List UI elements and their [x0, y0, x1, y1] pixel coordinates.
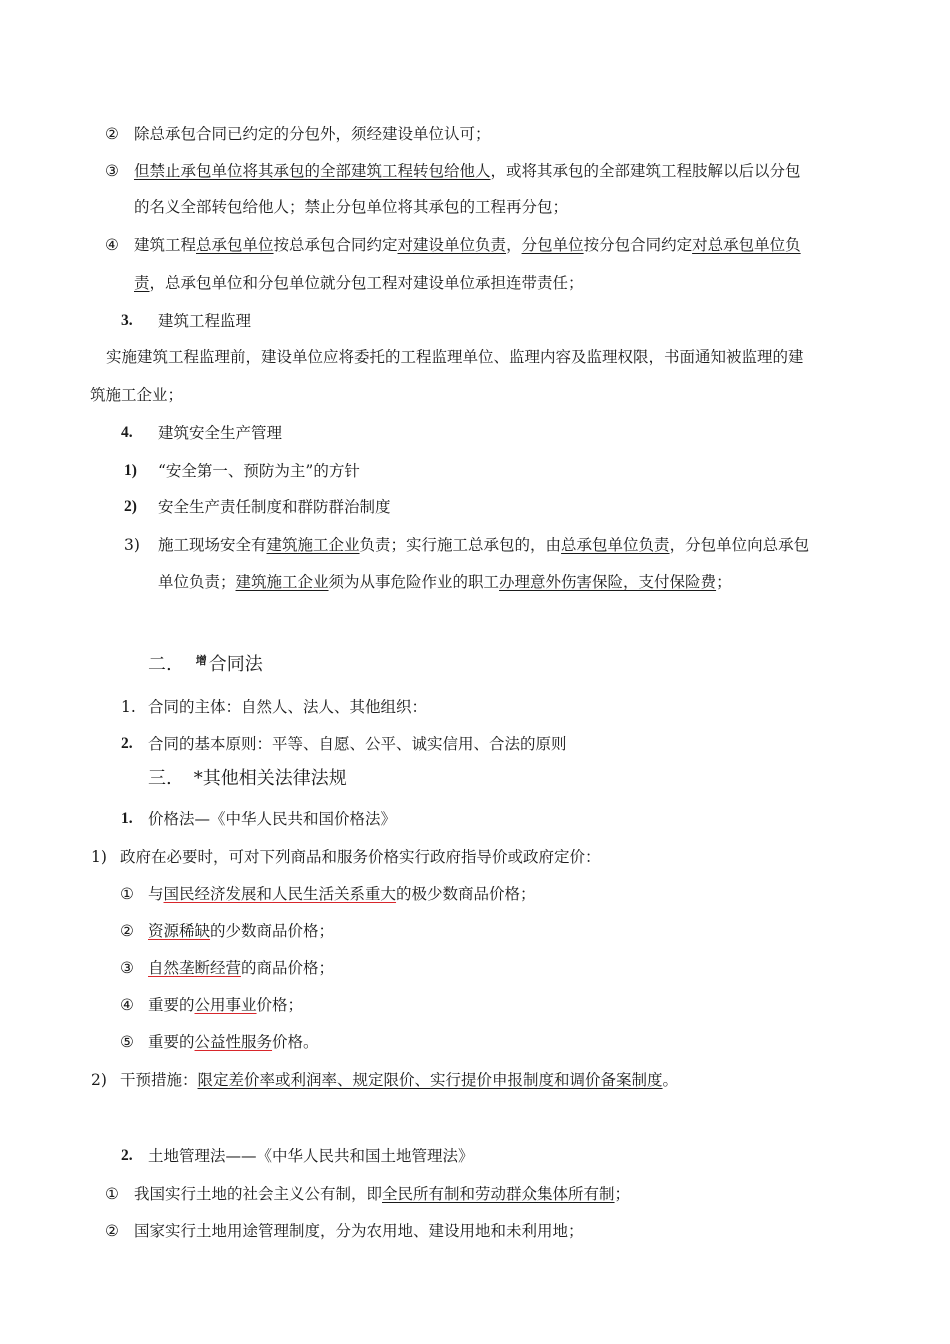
part-heading [148, 768, 347, 790]
contract-principles: 合同的基本原则：平等、自愿、公平、诚实信用、合法的原则 [148, 735, 567, 753]
text: 须为从事危险作业的职工 [328, 573, 500, 591]
text: ， [506, 236, 522, 254]
paragraph: 实施建筑工程监理前，建设单位应将委托的工程监理单位、监理内容及监理权限，书面通知被监理的建 [106, 348, 804, 366]
section-title: 建筑安全生产管理 [158, 424, 283, 442]
underlined-text: 国民经济发展和人民生活关系重大 [163, 885, 397, 903]
text: ，总承包单位和分包单位就分包工程对建设单位承担连带责任； [149, 274, 584, 292]
text: ； [614, 1185, 631, 1203]
text: ，分包单位向总承包 [669, 536, 810, 554]
underlined-text: 建筑施工企业 [266, 536, 360, 554]
section-title: 价格法—《中华人民共和国价格法》 [148, 810, 397, 828]
section-number: 1. [121, 810, 133, 827]
contract-subject: 合同的主体：自然人、法人、其他组织： [148, 698, 428, 716]
text: 。 [662, 1071, 679, 1089]
text: 的极少数商品价格； [396, 885, 536, 903]
site-safety-cont [158, 571, 732, 593]
list-marker: 2. [121, 735, 133, 752]
safety-policy: “安全第一、预防为主”的方针 [158, 462, 360, 480]
text: 的商品价格； [241, 959, 335, 977]
price-intro: 政府在必要时，可对下列商品和服务价格实行政府指导价或政府定价： [120, 848, 601, 866]
underlined-text: 对建设单位负责 [397, 236, 507, 254]
paragraph-cont: 筑施工企业； [90, 386, 184, 404]
text: 施工现场安全有 [158, 536, 267, 554]
list-marker: ④ [105, 236, 119, 254]
section-number: 4. [121, 424, 133, 441]
text: 按总承包合同约定 [273, 236, 398, 254]
underlined-text: 公益性服务 [194, 1033, 273, 1051]
list-marker: ① [105, 1185, 119, 1203]
price-item [148, 957, 334, 979]
underlined-text: 对总承包单位负 [692, 236, 801, 254]
site-safety [158, 534, 809, 556]
list-marker: ④ [120, 996, 134, 1014]
list-marker: ③ [120, 959, 134, 977]
underlined-text: 资源稀缺 [148, 922, 211, 940]
text: ，或将其承包的全部建筑工程肢解以后以分包 [490, 162, 801, 180]
list-marker: ③ [105, 162, 119, 180]
text: 价格。 [272, 1033, 319, 1051]
underlined-text: 办理意外伤害保险，支付保险费 [499, 573, 717, 591]
text: 干预措施： [120, 1071, 198, 1089]
part-number: 二. [148, 654, 172, 675]
land-ownership [134, 1183, 630, 1205]
list-marker: ② [120, 922, 134, 940]
price-item [148, 1031, 319, 1053]
added-mark: 增 [195, 654, 207, 667]
price-item [148, 920, 334, 942]
section-number: 3. [121, 312, 133, 329]
text: 价格； [256, 996, 304, 1014]
text: 负责；实行施工总承包的，由 [359, 536, 562, 554]
item-responsibility [134, 234, 801, 256]
item-subcontract-approval: 除总承包合同已约定的分包外，须经建设单位认可； [134, 125, 491, 143]
underlined-text: 公用事业 [194, 996, 257, 1014]
underlined-text: 但禁止承包单位将其承包的全部建筑工程转包给他人 [134, 162, 491, 180]
part-title: *其他相关法律法规 [193, 768, 347, 789]
text: 重要的 [148, 996, 195, 1014]
item-responsibility-cont [134, 272, 584, 294]
underlined-text: 限定差价率或利润率、规定限价、实行提价申报制度和调价备案制度 [197, 1071, 663, 1089]
text: 我国实行土地的社会主义公有制，即 [134, 1185, 383, 1203]
list-marker: ① [120, 885, 134, 903]
part-title: 合同法 [208, 654, 263, 675]
part-number: 三. [148, 768, 172, 789]
list-marker: ② [105, 125, 119, 143]
section-number: 2. [121, 1147, 133, 1164]
list-marker: 2) [124, 498, 137, 515]
text: 重要的 [148, 1033, 195, 1051]
intervention-measures [120, 1069, 678, 1091]
list-marker: 2) [91, 1071, 107, 1089]
list-marker: ② [105, 1222, 119, 1240]
underlined-text: 全民所有制和劳动群众集体所有制 [382, 1185, 615, 1203]
list-marker: 1) [124, 462, 137, 479]
text: 按分包合同约定 [583, 236, 693, 254]
underlined-text: 总承包单位 [196, 236, 274, 254]
text: 与 [148, 885, 164, 903]
underlined-text: 责 [134, 274, 150, 292]
safety-system: 安全生产责任制度和群防群治制度 [158, 498, 391, 516]
text: 单位负责； [158, 573, 236, 591]
text: 的少数商品价格； [210, 922, 335, 940]
underlined-text: 自然垄断经营 [148, 959, 242, 977]
list-marker: 1) [91, 848, 107, 866]
item-transfer-ban [134, 160, 801, 182]
price-item [148, 994, 303, 1016]
list-marker: ⑤ [120, 1033, 134, 1051]
list-marker: 1. [121, 698, 136, 716]
item-transfer-ban-cont: 的名义全部转包给他人；禁止分包单位将其承包的工程再分包； [134, 198, 569, 216]
section-title: 土地管理法——《中华人民共和国土地管理法》 [148, 1147, 474, 1165]
price-item [148, 883, 536, 905]
list-marker: 3) [124, 536, 140, 554]
underlined-text: 总承包单位负责 [561, 536, 670, 554]
text: ； [716, 573, 732, 591]
part-heading [148, 650, 263, 676]
text: 建筑工程 [134, 236, 197, 254]
section-title: 建筑工程监理 [158, 312, 252, 330]
land-use-system: 国家实行土地用途管理制度，分为农用地、建设用地和未利用地； [134, 1222, 584, 1240]
underlined-text: 建筑施工企业 [235, 573, 329, 591]
underlined-text: 分包单位 [521, 236, 584, 254]
